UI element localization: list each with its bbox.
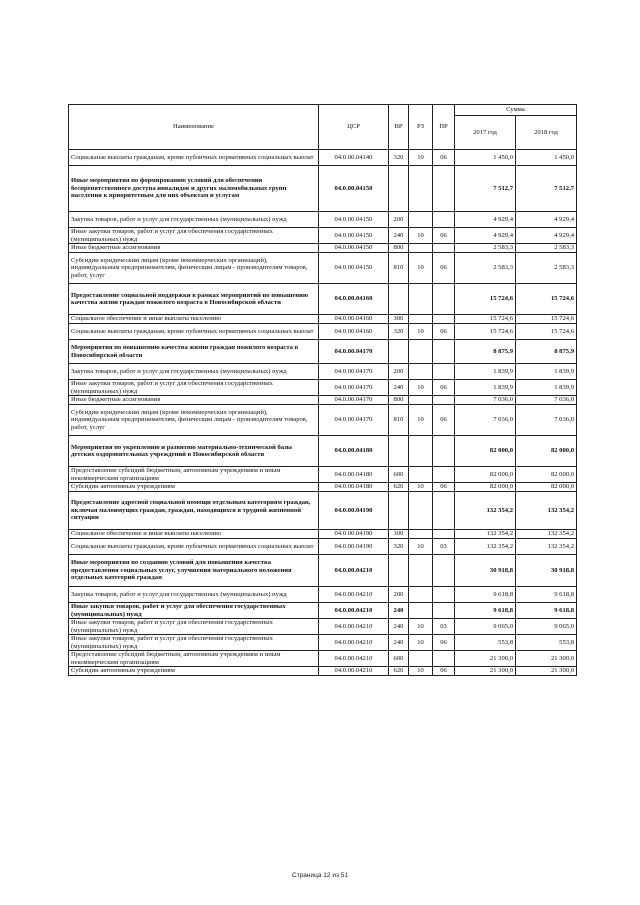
cell-y2018: 132 354,2 bbox=[516, 492, 577, 530]
cell-y2018: 1 839,9 bbox=[516, 364, 577, 380]
cell-y2018: 9 065,0 bbox=[516, 619, 577, 635]
cell-vr: 200 bbox=[389, 587, 409, 603]
cell-y2017: 1 839,9 bbox=[455, 364, 516, 380]
cell-y2017: 82 000,0 bbox=[455, 436, 516, 467]
cell-csr: 04.0.00.04170 bbox=[319, 396, 389, 405]
cell-pr: 06 bbox=[433, 228, 455, 244]
header-vr: ВР bbox=[389, 105, 409, 150]
cell-name: Мероприятия по повышению качества жизни граждан пожилого возраста в Новосибирской области bbox=[69, 340, 319, 364]
cell-pr bbox=[433, 364, 455, 380]
cell-vr bbox=[389, 492, 409, 530]
cell-csr: 04.0.00.04170 bbox=[319, 380, 389, 396]
table-row bbox=[69, 324, 577, 340]
cell-rz: 10 bbox=[409, 380, 433, 396]
cell-pr bbox=[433, 492, 455, 530]
cell-name: Иные бюджетные ассигнования bbox=[69, 244, 319, 253]
cell-y2017: 132 354,2 bbox=[455, 530, 516, 539]
table-row bbox=[69, 619, 577, 635]
cell-y2018: 7 036,0 bbox=[516, 396, 577, 405]
cell-y2018: 1 450,0 bbox=[516, 150, 577, 166]
cell-y2018: 21 300,0 bbox=[516, 651, 577, 667]
cell-name: Социальное обеспечение и иные выплаты населению bbox=[69, 315, 319, 324]
cell-vr bbox=[389, 340, 409, 364]
table-row bbox=[69, 555, 577, 587]
table-row bbox=[69, 651, 577, 667]
cell-name: Предоставление субсидий бюджетным, автономным учреждениям и иным некоммерческим организациям bbox=[69, 467, 319, 483]
cell-csr: 04.0.00.04210 bbox=[319, 555, 389, 587]
cell-rz bbox=[409, 587, 433, 603]
cell-name: Субсидии автономным учреждениям bbox=[69, 483, 319, 492]
table-row bbox=[69, 483, 577, 492]
cell-y2018: 553,8 bbox=[516, 635, 577, 651]
header-2017: 2017 год bbox=[455, 116, 516, 150]
cell-y2017: 15 724,6 bbox=[455, 284, 516, 315]
cell-y2018: 82 000,0 bbox=[516, 467, 577, 483]
cell-y2017: 9 065,0 bbox=[455, 619, 516, 635]
cell-y2018: 1 839,9 bbox=[516, 380, 577, 396]
cell-y2017: 9 618,8 bbox=[455, 603, 516, 619]
cell-pr bbox=[433, 212, 455, 228]
cell-csr: 04.0.00.04210 bbox=[319, 651, 389, 667]
cell-csr: 04.0.00.04190 bbox=[319, 539, 389, 555]
cell-name: Мероприятия по укреплению и развитию материально-технической базы детских оздоровительных учреждений в Новосибирской области bbox=[69, 436, 319, 467]
cell-vr: 620 bbox=[389, 483, 409, 492]
cell-vr: 300 bbox=[389, 315, 409, 324]
cell-y2017: 15 724,6 bbox=[455, 315, 516, 324]
cell-rz bbox=[409, 467, 433, 483]
cell-pr bbox=[433, 396, 455, 405]
cell-name: Субсидии юридическим лицам (кроме некоммерческих организаций), индивидуальным предпринимателям, физическим лицам - производителям товаров, работ, услуг bbox=[69, 405, 319, 436]
cell-vr: 810 bbox=[389, 253, 409, 284]
cell-rz: 10 bbox=[409, 619, 433, 635]
cell-pr: 06 bbox=[433, 667, 455, 676]
table-row bbox=[69, 212, 577, 228]
cell-csr: 04.0.00.04150 bbox=[319, 228, 389, 244]
cell-rz: 10 bbox=[409, 253, 433, 284]
cell-vr: 240 bbox=[389, 380, 409, 396]
header-pr: ПР bbox=[433, 105, 455, 150]
cell-csr: 04.0.00.04180 bbox=[319, 436, 389, 467]
cell-vr: 800 bbox=[389, 396, 409, 405]
cell-csr: 04.0.00.04160 bbox=[319, 324, 389, 340]
cell-pr bbox=[433, 436, 455, 467]
cell-csr: 04.0.00.04210 bbox=[319, 587, 389, 603]
cell-rz bbox=[409, 212, 433, 228]
cell-pr bbox=[433, 315, 455, 324]
cell-y2018: 132 354,2 bbox=[516, 539, 577, 555]
cell-csr: 04.0.00.04170 bbox=[319, 364, 389, 380]
cell-vr: 200 bbox=[389, 364, 409, 380]
cell-y2017: 132 354,2 bbox=[455, 492, 516, 530]
cell-name: Иные мероприятия по созданию условий для повышения качества предоставления социальных услуг, улучшения материального положения отдельных категорий граждан bbox=[69, 555, 319, 587]
cell-y2017: 4 929,4 bbox=[455, 212, 516, 228]
cell-name: Иные закупки товаров, работ и услуг для обеспечения государственных (муниципальных) нужд bbox=[69, 619, 319, 635]
cell-y2018: 7 512,7 bbox=[516, 166, 577, 212]
cell-vr bbox=[389, 166, 409, 212]
cell-y2017: 15 724,6 bbox=[455, 324, 516, 340]
cell-name: Иные закупки товаров, работ и услуг для обеспечения государственных (муниципальных) нужд bbox=[69, 603, 319, 619]
cell-y2018: 4 929,4 bbox=[516, 228, 577, 244]
cell-csr: 04.0.00.04160 bbox=[319, 315, 389, 324]
cell-y2017: 30 918,8 bbox=[455, 555, 516, 587]
cell-rz: 10 bbox=[409, 150, 433, 166]
cell-vr: 240 bbox=[389, 619, 409, 635]
cell-name: Закупка товаров, работ и услуг для государственных (муниципальных) нужд bbox=[69, 212, 319, 228]
cell-vr: 320 bbox=[389, 150, 409, 166]
cell-y2017: 82 000,0 bbox=[455, 483, 516, 492]
cell-name: Предоставление социальной поддержки в рамках мероприятий по повышению качества жизни граждан пожилого возраста в Новосибирской области bbox=[69, 284, 319, 315]
cell-csr: 04.0.00.04160 bbox=[319, 284, 389, 315]
table-row bbox=[69, 436, 577, 467]
cell-pr bbox=[433, 530, 455, 539]
cell-y2018: 82 000,0 bbox=[516, 436, 577, 467]
table-row bbox=[69, 166, 577, 212]
cell-vr bbox=[389, 555, 409, 587]
cell-pr bbox=[433, 587, 455, 603]
table-row bbox=[69, 396, 577, 405]
cell-y2017: 553,8 bbox=[455, 635, 516, 651]
cell-csr: 04.0.00.04210 bbox=[319, 619, 389, 635]
table-row bbox=[69, 340, 577, 364]
cell-rz bbox=[409, 166, 433, 212]
cell-csr: 04.0.00.04210 bbox=[319, 667, 389, 676]
cell-vr: 300 bbox=[389, 530, 409, 539]
cell-rz bbox=[409, 315, 433, 324]
cell-rz: 10 bbox=[409, 405, 433, 436]
table-row bbox=[69, 603, 577, 619]
cell-csr: 04.0.00.04140 bbox=[319, 150, 389, 166]
cell-vr: 810 bbox=[389, 405, 409, 436]
cell-pr: 06 bbox=[433, 635, 455, 651]
cell-vr: 320 bbox=[389, 324, 409, 340]
cell-rz bbox=[409, 603, 433, 619]
cell-pr bbox=[433, 340, 455, 364]
cell-rz: 10 bbox=[409, 667, 433, 676]
cell-pr bbox=[433, 651, 455, 667]
cell-vr: 240 bbox=[389, 635, 409, 651]
cell-pr bbox=[433, 603, 455, 619]
cell-vr bbox=[389, 436, 409, 467]
cell-csr: 04.0.00.04170 bbox=[319, 405, 389, 436]
cell-vr bbox=[389, 284, 409, 315]
header-rz: РЗ bbox=[409, 105, 433, 150]
cell-y2017: 8 875,9 bbox=[455, 340, 516, 364]
cell-rz bbox=[409, 555, 433, 587]
cell-pr bbox=[433, 244, 455, 253]
header-sum: Сумма bbox=[455, 105, 577, 116]
cell-y2018: 15 724,6 bbox=[516, 315, 577, 324]
table-row bbox=[69, 492, 577, 530]
cell-pr: 06 bbox=[433, 324, 455, 340]
cell-csr: 04.0.00.04190 bbox=[319, 492, 389, 530]
cell-csr: 04.0.00.04210 bbox=[319, 603, 389, 619]
table-row bbox=[69, 380, 577, 396]
cell-vr: 200 bbox=[389, 212, 409, 228]
cell-rz bbox=[409, 436, 433, 467]
cell-y2017: 82 000,0 bbox=[455, 467, 516, 483]
cell-y2018: 8 875,9 bbox=[516, 340, 577, 364]
cell-y2018: 15 724,6 bbox=[516, 284, 577, 315]
cell-rz bbox=[409, 530, 433, 539]
cell-y2017: 1 450,0 bbox=[455, 150, 516, 166]
cell-pr bbox=[433, 166, 455, 212]
cell-vr: 600 bbox=[389, 651, 409, 667]
budget-table bbox=[68, 104, 577, 676]
cell-vr: 600 bbox=[389, 467, 409, 483]
cell-rz: 10 bbox=[409, 483, 433, 492]
cell-name: Закупка товаров, работ и услуг для государственных (муниципальных) нужд bbox=[69, 587, 319, 603]
header-2018: 2018 год bbox=[516, 116, 577, 150]
cell-pr bbox=[433, 555, 455, 587]
table-row bbox=[69, 284, 577, 315]
cell-pr: 06 bbox=[433, 253, 455, 284]
cell-vr: 800 bbox=[389, 244, 409, 253]
cell-rz: 10 bbox=[409, 228, 433, 244]
cell-pr: 06 bbox=[433, 150, 455, 166]
cell-name: Субсидии юридическим лицам (кроме некоммерческих организаций), индивидуальным предпринимателям, физическим лицам - производителям товаров, работ, услуг bbox=[69, 253, 319, 284]
cell-name: Социальные выплаты гражданам, кроме публичных нормативных социальных выплат bbox=[69, 324, 319, 340]
cell-csr: 04.0.00.04150 bbox=[319, 253, 389, 284]
table-row bbox=[69, 530, 577, 539]
cell-y2017: 9 618,8 bbox=[455, 587, 516, 603]
cell-csr: 04.0.00.04150 bbox=[319, 166, 389, 212]
cell-rz bbox=[409, 244, 433, 253]
cell-y2017: 1 839,9 bbox=[455, 380, 516, 396]
cell-pr: 03 bbox=[433, 619, 455, 635]
cell-pr: 06 bbox=[433, 483, 455, 492]
cell-pr bbox=[433, 467, 455, 483]
table-row bbox=[69, 539, 577, 555]
table-row bbox=[69, 150, 577, 166]
cell-y2018: 21 300,0 bbox=[516, 667, 577, 676]
cell-name: Предоставление субсидий бюджетным, автономным учреждениям и иным некоммерческим организациям bbox=[69, 651, 319, 667]
cell-pr: 06 bbox=[433, 405, 455, 436]
header-name: Наименование bbox=[69, 105, 319, 150]
table-row bbox=[69, 635, 577, 651]
cell-y2017: 7 036,0 bbox=[455, 405, 516, 436]
table-row bbox=[69, 405, 577, 436]
cell-name: Социальное обеспечение и иные выплаты населению bbox=[69, 530, 319, 539]
cell-name: Иные закупки товаров, работ и услуг для обеспечения государственных (муниципальных) нужд bbox=[69, 228, 319, 244]
page-number: Страница 12 из 51 bbox=[292, 872, 348, 879]
cell-rz bbox=[409, 651, 433, 667]
table-row bbox=[69, 315, 577, 324]
cell-name: Иные закупки товаров, работ и услуг для обеспечения государственных (муниципальных) нужд bbox=[69, 380, 319, 396]
cell-rz: 10 bbox=[409, 635, 433, 651]
cell-y2017: 21 300,0 bbox=[455, 651, 516, 667]
cell-y2018: 2 583,3 bbox=[516, 253, 577, 284]
cell-csr: 04.0.00.04180 bbox=[319, 483, 389, 492]
cell-rz bbox=[409, 284, 433, 315]
cell-y2018: 7 036,0 bbox=[516, 405, 577, 436]
table-row bbox=[69, 587, 577, 603]
table-body bbox=[69, 150, 577, 676]
cell-name: Субсидии автономным учреждениям bbox=[69, 667, 319, 676]
cell-y2018: 132 354,2 bbox=[516, 530, 577, 539]
cell-rz bbox=[409, 492, 433, 530]
cell-y2017: 132 354,2 bbox=[455, 539, 516, 555]
cell-vr: 240 bbox=[389, 603, 409, 619]
cell-pr bbox=[433, 284, 455, 315]
header-csr: ЦСР bbox=[319, 105, 389, 150]
cell-rz: 10 bbox=[409, 539, 433, 555]
cell-name: Иные бюджетные ассигнования bbox=[69, 396, 319, 405]
cell-csr: 04.0.00.04170 bbox=[319, 340, 389, 364]
cell-y2018: 9 618,8 bbox=[516, 603, 577, 619]
cell-name: Иные закупки товаров, работ и услуг для обеспечения государственных (муниципальных) нужд bbox=[69, 635, 319, 651]
cell-pr: 03 bbox=[433, 539, 455, 555]
cell-pr: 06 bbox=[433, 380, 455, 396]
table-row bbox=[69, 467, 577, 483]
table-row bbox=[69, 253, 577, 284]
table-row bbox=[69, 244, 577, 253]
cell-csr: 04.0.00.04180 bbox=[319, 467, 389, 483]
cell-y2017: 21 300,0 bbox=[455, 667, 516, 676]
cell-rz: 10 bbox=[409, 324, 433, 340]
cell-y2018: 2 583,3 bbox=[516, 244, 577, 253]
cell-name: Иные мероприятия по формированию условий для обеспечения беспрепятственного доступа инвалидов и других маломобильных групп населения к приоритетным для них объектам и услугам bbox=[69, 166, 319, 212]
cell-csr: 04.0.00.04150 bbox=[319, 244, 389, 253]
cell-y2018: 15 724,6 bbox=[516, 324, 577, 340]
cell-csr: 04.0.00.04190 bbox=[319, 530, 389, 539]
cell-name: Социальные выплаты гражданам, кроме публичных нормативных социальных выплат bbox=[69, 539, 319, 555]
cell-rz bbox=[409, 396, 433, 405]
cell-y2017: 7 512,7 bbox=[455, 166, 516, 212]
table-row bbox=[69, 228, 577, 244]
cell-y2018: 4 929,4 bbox=[516, 212, 577, 228]
table-row bbox=[69, 667, 577, 676]
cell-rz bbox=[409, 364, 433, 380]
cell-vr: 320 bbox=[389, 539, 409, 555]
cell-rz bbox=[409, 340, 433, 364]
cell-name: Социальные выплаты гражданам, кроме публичных нормативных социальных выплат bbox=[69, 150, 319, 166]
cell-name: Предоставление адресной социальной помощи отдельным категориям граждан, включая малоимущих граждан, граждан, находящихся в трудной жизненной ситуации bbox=[69, 492, 319, 530]
cell-csr: 04.0.00.04210 bbox=[319, 635, 389, 651]
cell-csr: 04.0.00.04150 bbox=[319, 212, 389, 228]
cell-y2017: 2 583,3 bbox=[455, 253, 516, 284]
cell-vr: 620 bbox=[389, 667, 409, 676]
table-row bbox=[69, 364, 577, 380]
cell-name: Закупка товаров, работ и услуг для государственных (муниципальных) нужд bbox=[69, 364, 319, 380]
cell-y2018: 82 000,0 bbox=[516, 483, 577, 492]
cell-y2017: 7 036,0 bbox=[455, 396, 516, 405]
cell-y2017: 2 583,3 bbox=[455, 244, 516, 253]
cell-vr: 240 bbox=[389, 228, 409, 244]
cell-y2018: 30 918,8 bbox=[516, 555, 577, 587]
cell-y2018: 9 618,8 bbox=[516, 587, 577, 603]
cell-y2017: 4 929,4 bbox=[455, 228, 516, 244]
